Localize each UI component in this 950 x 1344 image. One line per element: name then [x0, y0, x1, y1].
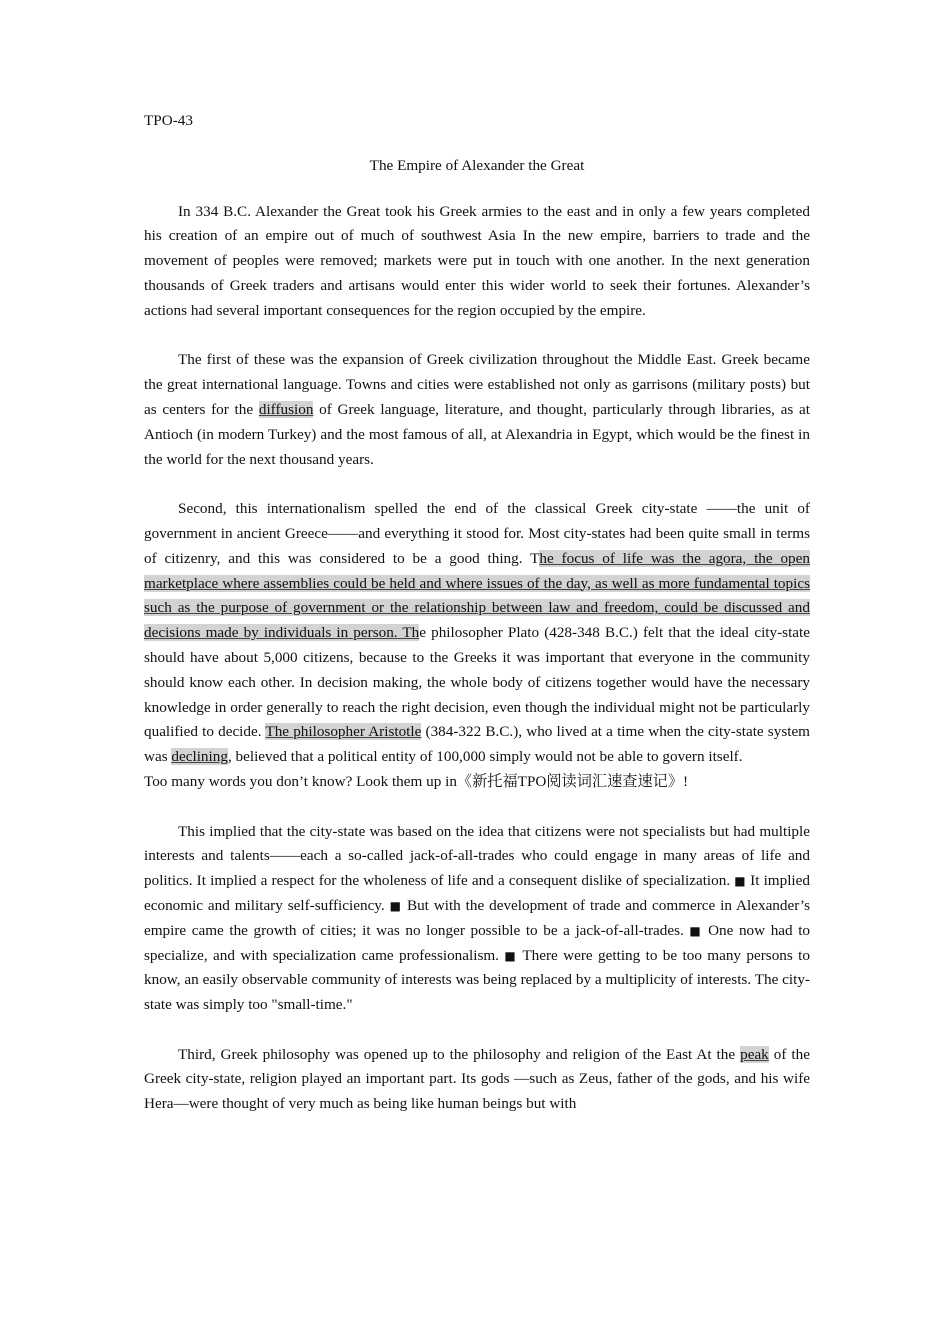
- paragraph-gap: [144, 324, 810, 349]
- paragraph-4-text: But with the development of trade and commerce in Alexander’s empire came the growth of cities; it was no longer possible to be a jack-of-all-trades.: [144, 896, 810, 939]
- highlight-diffusion[interactable]: diffusion: [258, 400, 314, 418]
- insert-square-3[interactable]: ■: [689, 923, 703, 938]
- paragraph-4: [144, 820, 810, 1018]
- paragraph-2-text: The first of these was the expansion of Greek civilization throughout the Middle East. Greek became the great international language. Towns and cities were established not only as garrisons (military posts) but as centers for the: [144, 351, 810, 418]
- paragraph-gap: [144, 795, 810, 820]
- paragraph-4-text: This implied that the city-state was based on the idea that citizens were not specialists but had multiple interests and talents——each a so-called jack-of-all-trades who could engage in many areas of life and politics. It implied a respect for the wholeness of life and a consequent dislike of specialization.: [144, 822, 810, 890]
- insert-square-2[interactable]: ■: [389, 898, 403, 913]
- paragraph-5-text: of the Greek city-state, religion played an important part. Its gods —such as Zeus, father of the gods, and his wife Hera—were thought of very much as being like human beings but with: [144, 1045, 810, 1113]
- paragraph-4-text: There were getting to be too many persons to know, an easily observable community of interests was being replaced by a multiplicity of interests. The city-state was simply too "small-time.": [144, 946, 810, 1014]
- document-body: [144, 109, 810, 1117]
- paragraph-3-text: Second, this internationalism spelled the end of the classical Greek city-state ——the unit of government in ancient Greece——and everything it stood for. Most city-states had been quite small in terms of citizenry, and this was considered to be a good thing. T: [144, 500, 810, 567]
- paragraph-5-text: Third, Greek philosophy was opened up to the philosophy and religion of the East At the: [178, 1045, 741, 1063]
- paragraph-3: [144, 497, 810, 770]
- paragraph-4-text: One now had to specialize, and with specialization came professionalism.: [144, 921, 811, 964]
- paragraph-5: [144, 1043, 810, 1117]
- paragraph-2-text: of Greek language, literature, and thought, particularly through libraries, as at Antioch (in modern Turkey) and the most famous of all, at Alexandria in Egypt, which would be the finest in the world for the next thousand years.: [144, 400, 810, 468]
- highlight-declining[interactable]: declining: [171, 748, 228, 766]
- paragraph-3-text: (384-322 B.C.), who lived at a time when the city-state system was: [144, 723, 810, 766]
- insert-square-1[interactable]: ■: [734, 874, 746, 889]
- paragraph-1: In 334 B.C. Alexander the Great took his Greek armies to the east and in only a few years completed his creation of an empire out of much of southwest Asia In the new empire, barriers to trade and the movement of peoples were removed; markets were put in touch with one another. In the next generation thousands of Greek traders and artisans would enter this wider world to seek their fortunes. Alexander’s actions had several important consequences for the region occupied by the empire.: [144, 202, 810, 319]
- vocabulary-ad: Too many words you don’t know? Look them up in《新托福TPO阅读词汇速查速记》!: [144, 772, 689, 790]
- highlight-peak[interactable]: peak: [740, 1045, 769, 1063]
- paragraph-gap: [144, 472, 810, 497]
- passage-title: The Empire of Alexander the Great: [369, 156, 585, 174]
- insert-square-4[interactable]: ■: [504, 948, 518, 963]
- paragraph-gap: [144, 1018, 810, 1043]
- paragraph-3-text: e philosopher Plato (428-348 B.C.) felt that the ideal city-state should have about 5,000 citizens, because to the Greeks it was important that everyone in the community should know each other. In decision making, the whole body of citizens together would have the necessary knowledge in order generally to reach the right decision, even though the individual might not be particularly qualified to decide.: [144, 624, 810, 741]
- highlight-aristotle[interactable]: The philosopher Aristotle: [265, 723, 422, 741]
- paragraph-2: [144, 348, 810, 472]
- paragraph-4-text: It implied economic and military self-sufficiency.: [144, 872, 810, 914]
- highlight-agora-sentence[interactable]: he focus of life was the agora, the open marketplace where assemblies could be held and where issues of the day, as well as more fundamental topics such as the purpose of government or the relationship between law and freedom, could be discussed and decisions made by individuals in person. Th: [144, 549, 810, 642]
- paragraph-3-text: , believed that a political entity of 100,000 simply would not be able to govern itself.: [227, 748, 743, 766]
- test-label: TPO-43: [144, 112, 193, 129]
